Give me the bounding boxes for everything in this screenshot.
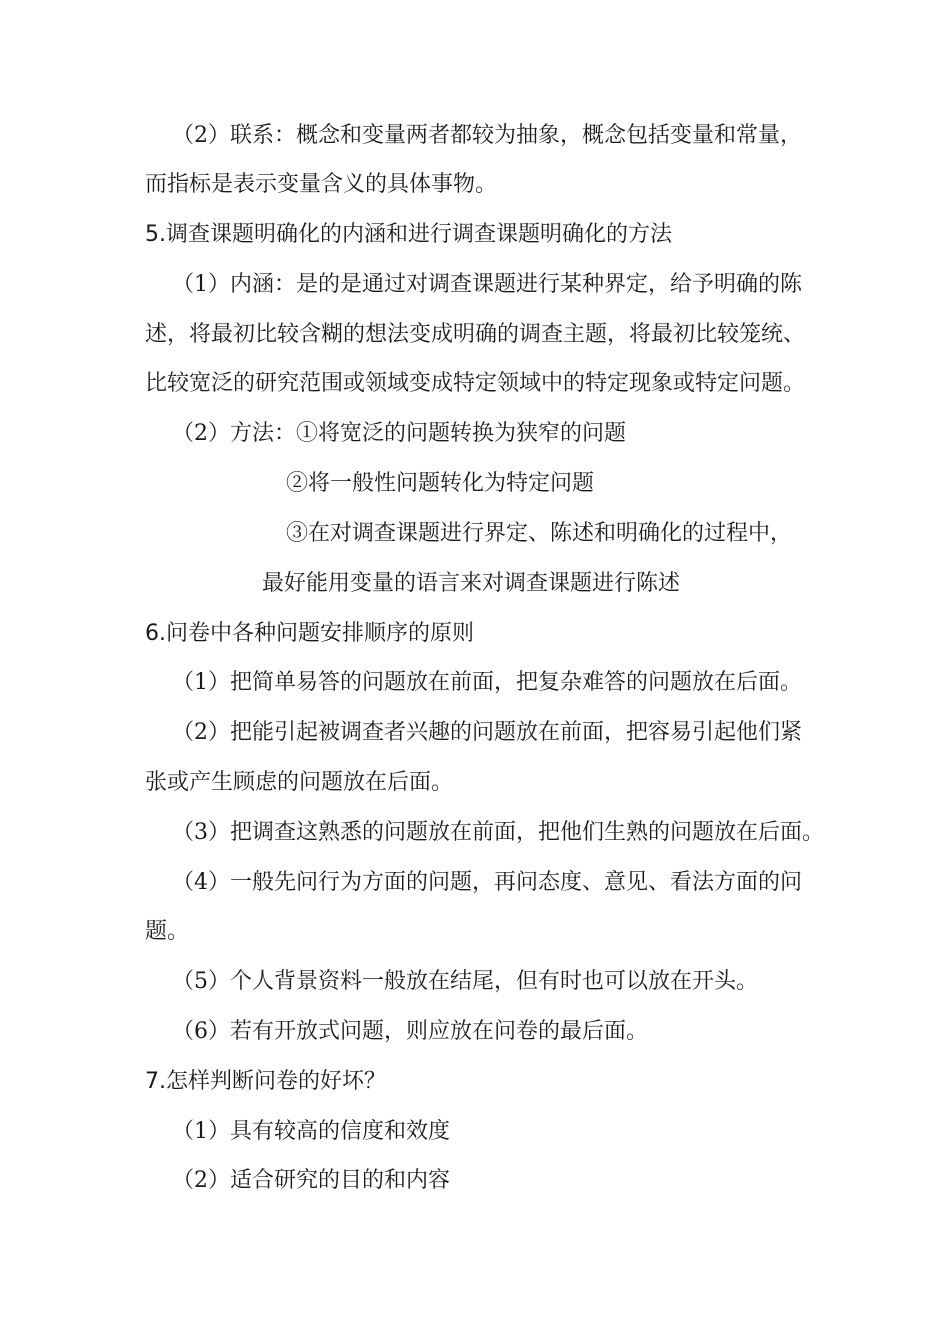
section-5-item-2-line-4: 最好能用变量的语言来对调查课题进行陈述 [262, 571, 681, 596]
section-5-item-1-line-3: 比较宽泛的研究范围或领域变成特定领域中的特定现象或特定问题。 [145, 371, 806, 396]
section-5-item-1-line-1: （1）内涵：是的是通过对调查课题进行某种界定，给予明确的陈 [172, 272, 802, 297]
section-6-heading: 6.问卷中各种问题安排顺序的原则 [145, 621, 474, 646]
section-6-item-2-line-2: 张或产生顾虑的问题放在后面。 [145, 770, 454, 795]
section-6-item-6: （6）若有开放式问题，则应放在问卷的最后面。 [172, 1019, 648, 1044]
section-6-item-5: （5）个人背景资料一般放在结尾，但有时也可以放在开头。 [172, 969, 758, 994]
section-5-item-2-line-2: ②将一般性问题转化为特定问题 [286, 471, 595, 496]
item-2-relation-line-1: （2）联系：概念和变量两者都较为抽象，概念包括变量和常量， [172, 123, 802, 148]
section-7-heading: 7.怎样判断问卷的好坏？ [145, 1069, 386, 1094]
section-7-item-2: （2）适合研究的目的和内容 [172, 1168, 450, 1193]
item-2-relation-line-2: 而指标是表示变量含义的具体事物。 [145, 172, 498, 197]
section-6-item-4-line-1: （4）一般先问行为方面的问题，再问态度、意见、看法方面的问 [172, 870, 802, 895]
section-5-heading: 5.调查课题明确化的内涵和进行调查课题明确化的方法 [145, 222, 672, 247]
section-7-item-1: （1）具有较高的信度和效度 [172, 1119, 450, 1144]
section-6-item-3: （3）把调查这熟悉的问题放在前面，把他们生熟的问题放在后面。 [172, 820, 824, 845]
section-6-item-1: （1）把简单易答的问题放在前面，把复杂难答的问题放在后面。 [172, 670, 802, 695]
section-6-item-4-line-2: 题。 [145, 919, 190, 944]
section-5-item-1-line-2: 述，将最初比较含糊的想法变成明确的调查主题，将最初比较笼统、 [145, 322, 806, 347]
section-6-item-2-line-1: （2）把能引起被调查者兴趣的问题放在前面，把容易引起他们紧 [172, 720, 802, 745]
section-5-item-2-line-3: ③在对调查课题进行界定、陈述和明确化的过程中， [286, 521, 793, 546]
section-5-item-2-line-1: （2）方法：①将宽泛的问题转换为狭窄的问题 [172, 421, 626, 446]
